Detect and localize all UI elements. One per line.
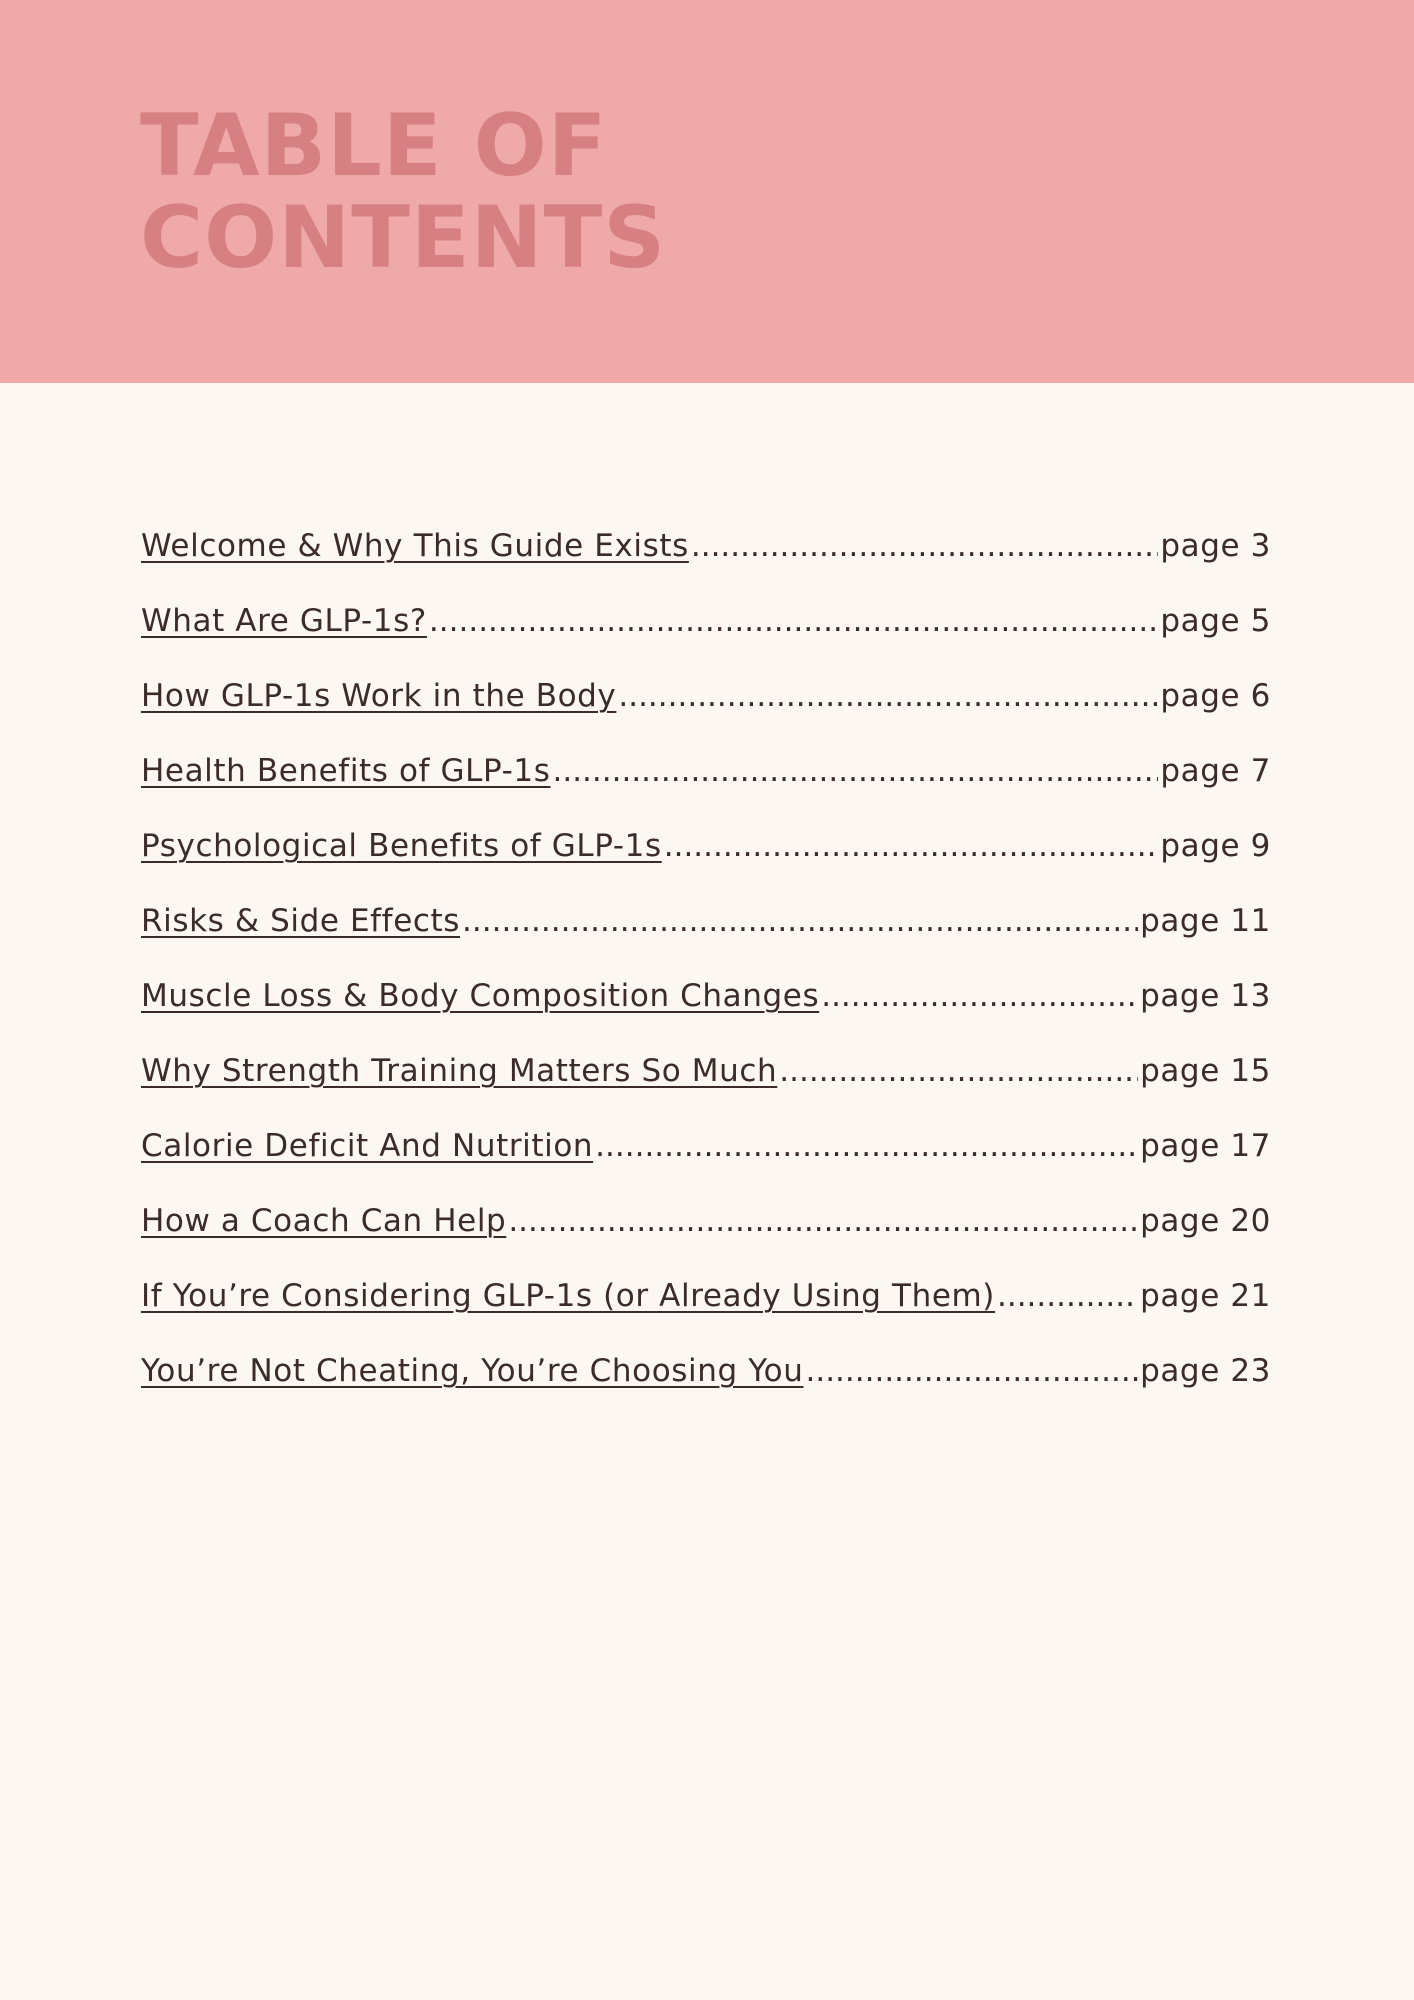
toc-item-page: page 11 [1140,903,1271,939]
toc-item-page: page 21 [1140,1278,1271,1314]
toc-item-title[interactable]: Psychological Benefits of GLP-1s [141,828,662,864]
toc-item-risks[interactable] [141,903,1271,978]
toc-item-title[interactable]: Risks & Side Effects [141,903,461,939]
toc-item-title[interactable]: Calorie Deficit And Nutrition [141,1128,594,1164]
toc-item-not-cheating[interactable] [141,1353,1271,1428]
toc-dot-leader [805,1353,1138,1389]
toc-dot-leader [821,978,1138,1014]
toc-dot-leader [462,903,1138,939]
toc-item-page: page 5 [1160,603,1271,639]
toc-item-title[interactable]: Welcome & Why This Guide Exists [141,528,689,564]
toc-item-title[interactable]: Health Benefits of GLP-1s [141,753,551,789]
header-banner [0,0,1414,383]
toc-dot-leader [429,603,1158,639]
toc-item-page: page 17 [1140,1128,1271,1164]
toc-item-title[interactable]: You’re Not Cheating, You’re Choosing You [141,1353,804,1389]
toc-item-psychological-benefits[interactable] [141,828,1271,903]
toc-item-health-benefits[interactable] [141,753,1271,828]
toc-dot-leader [595,1128,1138,1164]
toc-item-muscle-loss[interactable] [141,978,1271,1053]
toc-dot-leader [508,1203,1138,1239]
toc-dot-leader [553,753,1159,789]
toc-item-welcome[interactable] [141,528,1271,603]
page-title-line-2: CONTENTS [140,188,667,288]
toc-dot-leader [664,828,1159,864]
toc-dot-leader [779,1053,1138,1089]
toc-item-page: page 13 [1140,978,1271,1014]
toc-item-title[interactable]: If You’re Considering GLP-1s (or Already Using Them) [141,1278,995,1314]
toc-dot-leader [691,528,1159,564]
toc-dot-leader [618,678,1158,714]
toc-item-page: page 6 [1160,678,1271,714]
toc-item-calorie-deficit[interactable] [141,1128,1271,1203]
toc-item-coach-help[interactable] [141,1203,1271,1278]
toc-item-considering-glp1s[interactable] [141,1278,1271,1353]
toc-item-title[interactable]: Muscle Loss & Body Composition Changes [141,978,820,1014]
toc-item-title[interactable]: What Are GLP-1s? [141,603,427,639]
toc-item-page: page 20 [1140,1203,1271,1239]
toc-item-page: page 15 [1140,1053,1271,1089]
toc-item-title[interactable]: How GLP-1s Work in the Body [141,678,617,714]
page-title [140,96,667,288]
toc-item-strength-training[interactable] [141,1053,1271,1128]
toc-item-page: page 9 [1160,828,1271,864]
toc-item-page: page 23 [1140,1353,1271,1389]
page-title-line-1: TABLE OF [140,96,608,196]
toc-item-title[interactable]: Why Strength Training Matters So Much [141,1053,778,1089]
toc-item-what-are-glp1s[interactable] [141,603,1271,678]
toc-item-how-glp1s-work[interactable] [141,678,1271,753]
toc-dot-leader [997,1278,1138,1314]
toc-item-title[interactable]: How a Coach Can Help [141,1203,507,1239]
table-of-contents [141,528,1271,1428]
toc-item-page: page 3 [1160,528,1271,564]
toc-item-page: page 7 [1160,753,1271,789]
